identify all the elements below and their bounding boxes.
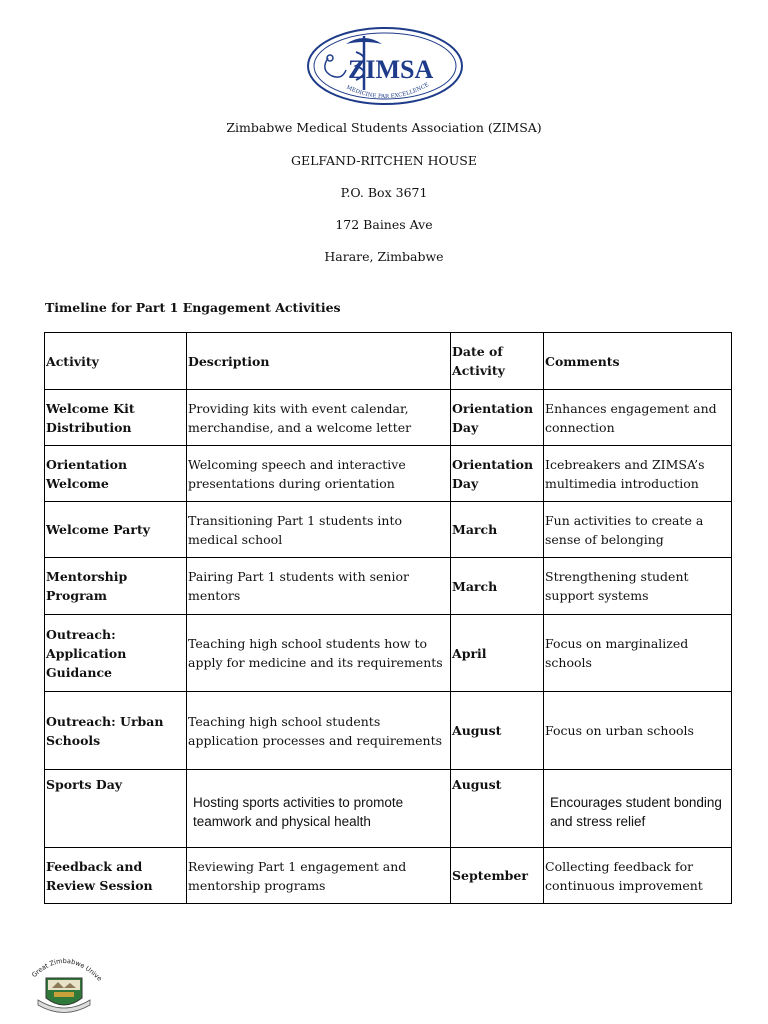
cell-date: Orientation Day <box>451 390 544 446</box>
table-row <box>45 615 732 692</box>
cell-date: August <box>451 692 544 770</box>
po-box: P.O. Box 3671 <box>340 185 428 200</box>
cell-activity: Sports Day <box>45 770 187 848</box>
cell-description: Teaching high school students how to apply for medicine and its requirements <box>187 615 451 692</box>
cell-description: Hosting sports activities to promote teamwork and physical health <box>187 770 451 848</box>
table-row <box>45 390 732 446</box>
org-name: Zimbabwe Medical Students Association (ZIMSA) <box>226 120 542 135</box>
cell-comments: Enhances engagement and connection <box>544 390 732 446</box>
table-row <box>45 848 732 904</box>
cell-activity: Outreach: Urban Schools <box>45 692 187 770</box>
cell-activity: Welcome Kit Distribution <box>45 390 187 446</box>
cell-comments: Focus on marginalized schools <box>544 615 732 692</box>
cell-date: March <box>451 558 544 615</box>
cell-date: Orientation Day <box>451 446 544 502</box>
timeline-table <box>44 332 732 904</box>
cell-description: Teaching high school students application processes and requirements <box>187 692 451 770</box>
cell-date: September <box>451 848 544 904</box>
cell-activity: Orientation Welcome <box>45 446 187 502</box>
header-date: Date of Activity <box>451 333 544 390</box>
logo-text: ZIMSA <box>348 55 434 84</box>
cell-activity: Welcome Party <box>45 502 187 558</box>
street-address: 172 Baines Ave <box>335 217 433 232</box>
cell-comments: Focus on urban schools <box>544 692 732 770</box>
cell-description: Providing kits with event calendar, merchandise, and a welcome letter <box>187 390 451 446</box>
cell-comments: Encourages student bonding and stress relief <box>544 770 732 848</box>
cell-description: Reviewing Part 1 engagement and mentorship programs <box>187 848 451 904</box>
header-description: Description <box>187 333 451 390</box>
table-row <box>45 692 732 770</box>
seal-text: Great Zimbabwe Unive <box>30 956 104 983</box>
cell-date: April <box>451 615 544 692</box>
cell-date: August <box>451 770 544 848</box>
table-header-row <box>45 333 732 390</box>
table-row <box>45 502 732 558</box>
cell-description: Welcoming speech and interactive presentations during orientation <box>187 446 451 502</box>
logo-motto: MEDICINE PAR EXCELLENCE <box>345 82 431 101</box>
cell-comments: Fun activities to create a sense of belonging <box>544 502 732 558</box>
header-activity: Activity <box>45 333 187 390</box>
table-row <box>45 770 732 848</box>
cell-comments: Collecting feedback for continuous improvement <box>544 848 732 904</box>
table-row <box>45 446 732 502</box>
cell-comments: Strengthening student support systems <box>544 558 732 615</box>
cell-activity: Mentorship Program <box>45 558 187 615</box>
cell-activity: Outreach: Application Guidance <box>45 615 187 692</box>
zimsa-logo <box>290 18 480 113</box>
header-comments: Comments <box>544 333 732 390</box>
cell-description: Pairing Part 1 students with senior mentors <box>187 558 451 615</box>
cell-date: March <box>451 502 544 558</box>
table-row <box>45 558 732 615</box>
house-name: GELFAND-RITCHEN HOUSE <box>291 153 477 168</box>
cell-description: Transitioning Part 1 students into medical school <box>187 502 451 558</box>
cell-activity: Feedback and Review Session <box>45 848 187 904</box>
cell-comments: Icebreakers and ZIMSA’s multimedia introduction <box>544 446 732 502</box>
city: Harare, Zimbabwe <box>324 249 444 264</box>
section-title: Timeline for Part 1 Engagement Activities <box>45 300 341 315</box>
university-seal <box>24 950 104 1020</box>
